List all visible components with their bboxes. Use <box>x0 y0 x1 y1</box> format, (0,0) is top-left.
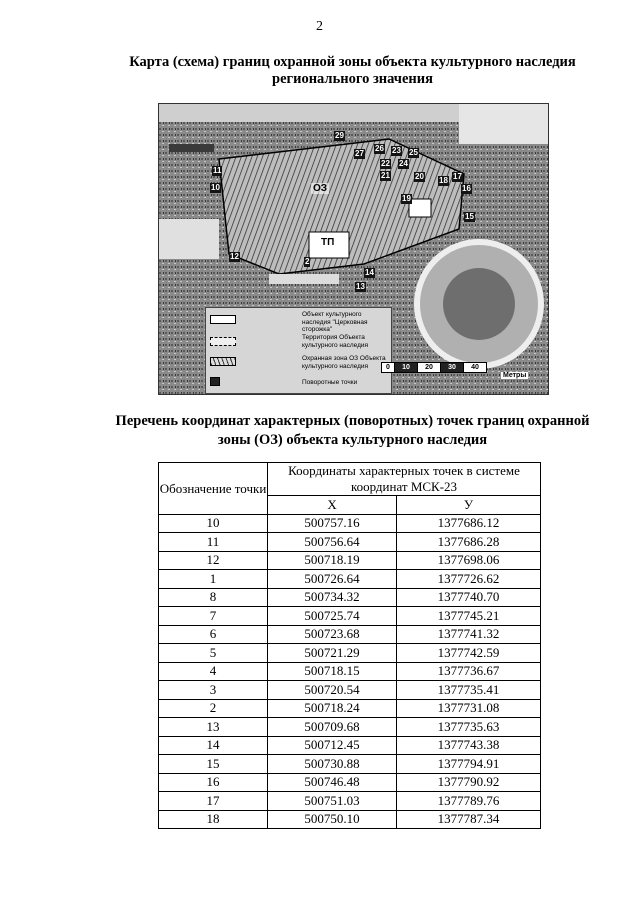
map-point-label: 20 <box>415 172 424 181</box>
map-title-line2: регионального значения <box>272 71 433 87</box>
map-point-label: 19 <box>402 194 411 203</box>
map-title-line1: Карта (схема) границ охранной зоны объекта культурного наследия <box>129 54 576 70</box>
cell-point: 8 <box>159 588 268 607</box>
cell-y: 1377736.67 <box>397 662 541 681</box>
table-row <box>159 570 541 589</box>
cell-point: 17 <box>159 792 268 811</box>
coordinates-table <box>158 462 541 829</box>
legend-text-points: Поворотные точки <box>302 379 358 386</box>
table-row <box>159 625 541 644</box>
map-point-label: 25 <box>409 148 418 157</box>
map-point-label: 23 <box>392 146 401 155</box>
table-row <box>159 551 541 570</box>
table-row <box>159 773 541 792</box>
cell-y: 1377790.92 <box>397 773 541 792</box>
table-title <box>95 412 610 450</box>
header-x: X <box>268 496 397 515</box>
cell-y: 1377794.91 <box>397 755 541 774</box>
cell-point: 12 <box>159 551 268 570</box>
table-row <box>159 810 541 829</box>
map-point-label: 18 <box>439 176 448 185</box>
cell-y: 1377698.06 <box>397 551 541 570</box>
cell-x: 500730.88 <box>268 755 397 774</box>
scale-tick: 0 <box>381 362 395 373</box>
map-point-label: 24 <box>399 159 408 168</box>
cell-y: 1377731.08 <box>397 699 541 718</box>
cell-x: 500718.24 <box>268 699 397 718</box>
cell-point: 5 <box>159 644 268 663</box>
table-row <box>159 792 541 811</box>
cell-point: 10 <box>159 514 268 533</box>
scale-tick: 20 <box>417 362 441 373</box>
cell-point: 7 <box>159 607 268 626</box>
cell-point: 14 <box>159 736 268 755</box>
zone-oz-label: ОЗ <box>313 183 328 194</box>
cell-y: 1377789.76 <box>397 792 541 811</box>
table-header-row <box>159 463 541 496</box>
table-row <box>159 588 541 607</box>
cell-y: 1377686.12 <box>397 514 541 533</box>
cell-y: 1377740.70 <box>397 588 541 607</box>
table-row <box>159 736 541 755</box>
cell-point: 3 <box>159 681 268 700</box>
map-point-label: 27 <box>355 149 364 158</box>
table-row <box>159 607 541 626</box>
map-point-label: 29 <box>335 131 344 140</box>
cell-point: 18 <box>159 810 268 829</box>
page-number: 2 <box>316 19 323 34</box>
map-point-label: 17 <box>453 172 462 181</box>
table-row <box>159 514 541 533</box>
map-point-label: 12 <box>230 252 239 261</box>
cell-y: 1377686.28 <box>397 533 541 552</box>
map-point-label: 26 <box>375 144 384 153</box>
map-point-label: 2 <box>305 257 310 266</box>
legend-text-zone: Охранная зона ОЗ Объекта культурного наследия <box>302 355 386 370</box>
cell-x: 500720.54 <box>268 681 397 700</box>
legend-swatch-zone <box>210 357 236 366</box>
scale-tick: 40 <box>463 362 487 373</box>
table-row <box>159 644 541 663</box>
cell-x: 500723.68 <box>268 625 397 644</box>
cell-x: 500721.29 <box>268 644 397 663</box>
scale-tick: 30 <box>440 362 464 373</box>
scale-tick: 10 <box>394 362 418 373</box>
map-point-label: 22 <box>381 159 390 168</box>
cell-x: 500726.64 <box>268 570 397 589</box>
cell-point: 13 <box>159 718 268 737</box>
cell-x: 500751.03 <box>268 792 397 811</box>
table-title-line1: Перечень координат характерных (поворотных) точек границ охранной <box>115 413 590 429</box>
table-title-line2: зоны (ОЗ) объекта культурного наследия <box>217 432 488 448</box>
cell-y: 1377741.32 <box>397 625 541 644</box>
map-point-label: 14 <box>365 268 374 277</box>
cell-point: 16 <box>159 773 268 792</box>
legend-swatch-points <box>210 377 220 386</box>
legend-text-object: Объект культурного наследия "Церковная сторожка" <box>302 311 368 333</box>
cell-x: 500734.32 <box>268 588 397 607</box>
legend-swatch-object <box>210 315 236 324</box>
table-row <box>159 681 541 700</box>
map-title <box>60 54 639 88</box>
cell-x: 500725.74 <box>268 607 397 626</box>
cell-point: 2 <box>159 699 268 718</box>
cell-y: 1377787.34 <box>397 810 541 829</box>
table-row <box>159 533 541 552</box>
cell-y: 1377745.21 <box>397 607 541 626</box>
cell-point: 1 <box>159 570 268 589</box>
table-row <box>159 718 541 737</box>
table-row <box>159 699 541 718</box>
map-point-label: 11 <box>213 166 222 175</box>
cell-y: 1377735.63 <box>397 718 541 737</box>
map-point-label: 21 <box>381 171 390 180</box>
map-point-label: 15 <box>465 212 474 221</box>
map-point-label: 10 <box>211 183 220 192</box>
legend-text-territory: Территория Объекта культурного наследия <box>302 334 369 349</box>
cell-x: 500712.45 <box>268 736 397 755</box>
object-tp-label: ТП <box>321 237 335 248</box>
scale-unit: Метры <box>503 372 527 379</box>
legend-swatch-territory <box>210 337 236 346</box>
cell-y: 1377726.62 <box>397 570 541 589</box>
cell-x: 500709.68 <box>268 718 397 737</box>
cell-y: 1377742.59 <box>397 644 541 663</box>
cell-x: 500756.64 <box>268 533 397 552</box>
header-coordinate-system: Координаты характерных точек в системе координат МСК-23 <box>268 463 541 496</box>
table-row <box>159 755 541 774</box>
map-point-label: 13 <box>356 282 365 291</box>
header-y: У <box>397 496 541 515</box>
cell-y: 1377743.38 <box>397 736 541 755</box>
cell-point: 15 <box>159 755 268 774</box>
cell-point: 6 <box>159 625 268 644</box>
table-body <box>159 514 541 829</box>
cell-x: 500750.10 <box>268 810 397 829</box>
cell-y: 1377735.41 <box>397 681 541 700</box>
map-legend <box>205 307 392 394</box>
header-point-designation: Обозначение точки <box>159 463 268 515</box>
cell-point: 11 <box>159 533 268 552</box>
cell-x: 500757.16 <box>268 514 397 533</box>
cell-x: 500746.48 <box>268 773 397 792</box>
cadastral-map-image <box>158 103 549 395</box>
cell-point: 4 <box>159 662 268 681</box>
map-point-label: 16 <box>462 184 471 193</box>
cell-x: 500718.15 <box>268 662 397 681</box>
map-scale-bar <box>381 362 531 378</box>
table-row <box>159 662 541 681</box>
cell-x: 500718.19 <box>268 551 397 570</box>
